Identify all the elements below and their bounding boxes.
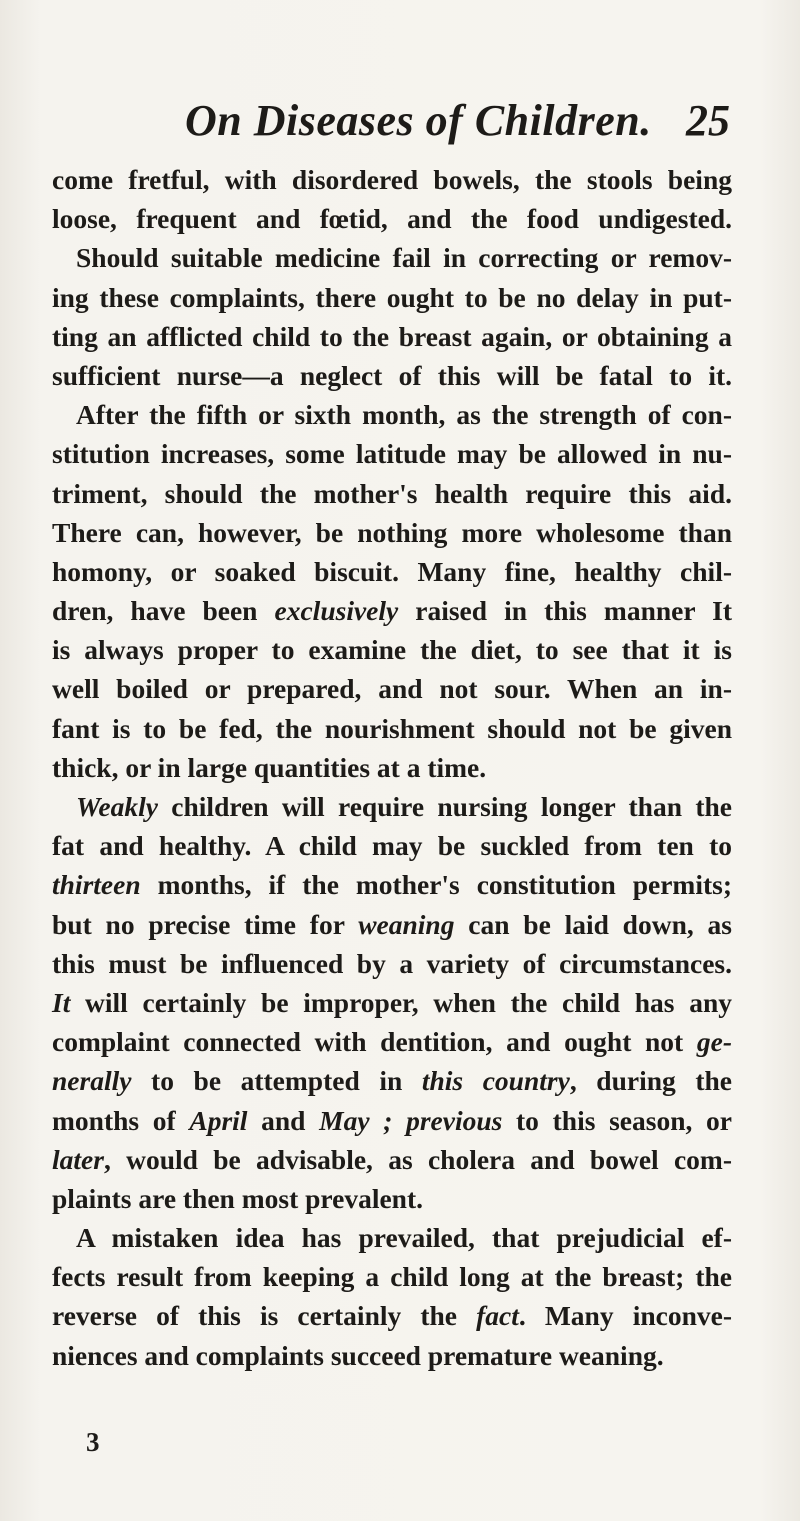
italic-emphasis: April — [189, 1104, 248, 1136]
text-line: niences and complaints succeed premature weaning. — [52, 1339, 664, 1371]
text-line: months of April and May ; previous to this season, or — [52, 1104, 732, 1136]
text-line: fects result from keeping a child long at the breast; the — [52, 1261, 732, 1293]
page-number: 25 — [686, 96, 730, 145]
text-line: dren, have been exclusively raised in this manner It — [52, 595, 732, 627]
text-line: complaint connected with dentition, and ought not ge- — [52, 1026, 732, 1058]
text-line: this must be influenced by a variety of circumstances. — [52, 947, 732, 979]
text-line: ting an afflicted child to the breast again, or obtaining a — [52, 320, 732, 352]
text-line: After the fifth or sixth month, as the strength of con- — [76, 399, 732, 431]
text-line: come fretful, with disordered bowels, the stools being — [52, 164, 732, 195]
text-line: A mistaken idea has prevailed, that prejudicial ef- — [76, 1222, 732, 1254]
italic-emphasis: Weakly — [76, 791, 158, 822]
text-line: loose, frequent and fœtid, and the food undigested. — [52, 203, 732, 235]
italic-emphasis: ge- — [696, 1026, 732, 1058]
italic-emphasis: thirteen — [52, 869, 141, 901]
text-line: stitution increases, some latitude may be allowed in nu- — [52, 438, 732, 470]
text-line: thick, or in large quantities at a time. — [52, 751, 487, 783]
text-line: reverse of this is certainly the fact. Many inconve- — [52, 1300, 732, 1332]
text-line: It will certainly be improper, when the child has any — [52, 986, 732, 1018]
italic-emphasis: later — [52, 1143, 104, 1175]
text-line: fant is to be fed, the nourishment should not be given — [52, 712, 732, 744]
text-line: sufficient nurse—a neglect of this will be fatal to it. — [52, 359, 732, 391]
text-line: fat and healthy. A child may be suckled from ten to — [52, 830, 732, 862]
text-line: There can, however, be nothing more wholesome than — [52, 516, 732, 548]
text-line: Weakly children will require nursing longer than the — [76, 791, 732, 822]
text-line: ing these complaints, there ought to be no delay in put- — [52, 281, 732, 313]
italic-emphasis: weaning — [358, 908, 455, 940]
text-line: triment, should the mother's health require this aid. — [52, 477, 732, 509]
italic-emphasis: exclusively — [274, 595, 399, 627]
text-line: Should suitable medicine fail in correcting or remov- — [76, 242, 732, 274]
italic-emphasis: nerally — [52, 1065, 132, 1097]
italic-emphasis: fact — [476, 1300, 519, 1332]
text-line: thirteen months, if the mother's constitution permits; — [52, 869, 732, 901]
text-line: plaints are then most prevalent. — [52, 1182, 423, 1214]
text-line: homony, or soaked biscuit. Many fine, healthy chil- — [52, 555, 732, 587]
italic-emphasis: this country — [421, 1065, 570, 1097]
text-line: later, would be advisable, as cholera and bowel com- — [52, 1143, 732, 1175]
running-title: On Diseases of Children. — [185, 96, 652, 145]
text-line: well boiled or prepared, and not sour. When an in- — [52, 673, 732, 705]
text-line: but no precise time for weaning can be laid down, as — [52, 908, 732, 940]
italic-emphasis: It — [52, 986, 71, 1018]
body-text — [52, 160, 732, 1375]
signature-mark: 3 — [86, 1427, 100, 1457]
text-line: is always proper to examine the diet, to see that it is — [52, 634, 732, 666]
text-line: nerally to be attempted in this country, during the — [52, 1065, 732, 1097]
page-header — [110, 95, 750, 155]
italic-emphasis: May ; previous — [319, 1104, 503, 1136]
